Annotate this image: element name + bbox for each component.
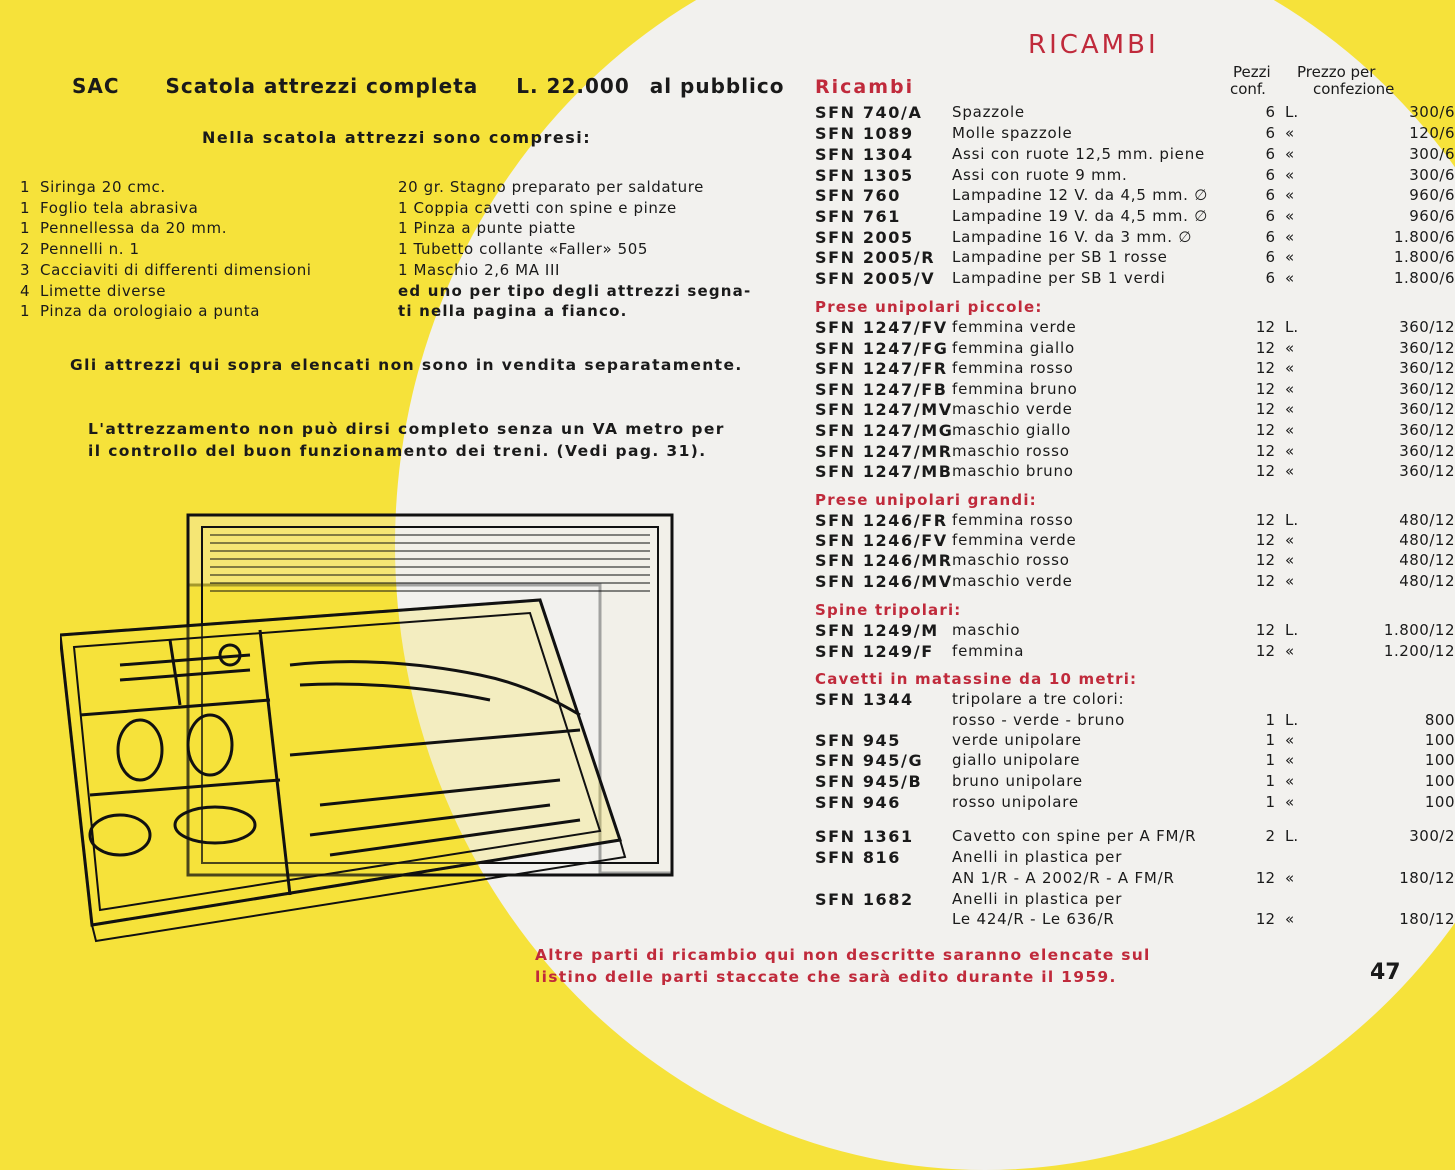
- part-code: SFN 946: [815, 793, 902, 812]
- part-description: rosso unipolare: [952, 793, 1079, 811]
- part-description: verde unipolare: [952, 731, 1082, 749]
- part-currency: «: [1285, 248, 1295, 266]
- part-row: [815, 890, 1455, 910]
- part-price: 1.200/12: [1383, 642, 1455, 660]
- col-prezzo-line2: confezione: [1313, 80, 1395, 98]
- part-row: [815, 103, 1455, 123]
- part-pieces: 6: [1265, 248, 1275, 266]
- product-price: L. 22.000: [516, 74, 630, 98]
- part-pieces: 6: [1265, 166, 1275, 184]
- part-price: 300/6: [1409, 103, 1455, 121]
- part-code: SFN 2005: [815, 228, 914, 247]
- part-pieces: 12: [1255, 642, 1275, 660]
- not-for-sale-note: Gli attrezzi qui sopra elencati non sono in vendita separatamente.: [70, 356, 743, 374]
- part-currency: L.: [1285, 827, 1299, 845]
- part-pieces: 1: [1265, 751, 1275, 769]
- part-description: Lampadine 16 V. da 3 mm. ∅: [952, 228, 1193, 246]
- part-code: SFN 1249/F: [815, 642, 934, 661]
- part-row: [815, 380, 1455, 400]
- part-price: 300/6: [1409, 166, 1455, 184]
- part-row: [815, 318, 1455, 338]
- part-code: SFN 740/A: [815, 103, 923, 122]
- parts-list: [815, 0, 1455, 1000]
- part-currency: «: [1285, 421, 1295, 439]
- part-description: AN 1/R - A 2002/R - A FM/R: [952, 869, 1175, 887]
- part-currency: «: [1285, 869, 1295, 887]
- part-pieces: 6: [1265, 207, 1275, 225]
- part-currency: «: [1285, 462, 1295, 480]
- part-description: Anelli in plastica per: [952, 848, 1123, 866]
- part-pieces: 12: [1255, 869, 1275, 887]
- list-item: 2 Pennelli n. 1: [20, 240, 140, 259]
- part-price: 1.800/6: [1393, 248, 1455, 266]
- part-code: SFN 1247/FB: [815, 380, 948, 399]
- part-description: Assi con ruote 12,5 mm. piene: [952, 145, 1206, 163]
- part-row: [815, 145, 1455, 165]
- price-suffix: al pubblico: [649, 74, 785, 98]
- part-currency: «: [1285, 551, 1295, 569]
- part-row: [815, 124, 1455, 144]
- part-price: 360/12: [1399, 462, 1455, 480]
- part-code: SFN 2005/R: [815, 248, 936, 267]
- part-pieces: 1: [1265, 772, 1275, 790]
- part-price: 1.800/6: [1393, 228, 1455, 246]
- list-item: 1 Foglio tela abrasiva: [20, 198, 199, 217]
- part-description: femmina rosso: [952, 359, 1074, 377]
- part-description: femmina verde: [952, 531, 1077, 549]
- part-currency: L.: [1285, 511, 1299, 529]
- part-pieces: 6: [1265, 103, 1275, 121]
- part-price: 360/12: [1399, 339, 1455, 357]
- part-pieces: 12: [1255, 339, 1275, 357]
- section-heading: Spine tripolari:: [815, 601, 962, 619]
- part-row: [815, 421, 1455, 441]
- part-price: 480/12: [1399, 531, 1455, 549]
- part-pieces: 12: [1255, 572, 1275, 590]
- list-item: 1 Pinza a punte piatte: [398, 219, 576, 238]
- contents-subheading: Nella scatola attrezzi sono compresi:: [202, 128, 592, 147]
- part-price: 360/12: [1399, 421, 1455, 439]
- part-price: 480/12: [1399, 551, 1455, 569]
- part-row: [815, 572, 1455, 592]
- part-pieces: 12: [1255, 511, 1275, 529]
- part-price: 100: [1424, 751, 1455, 769]
- part-pieces: 12: [1255, 462, 1275, 480]
- part-currency: «: [1285, 228, 1295, 246]
- list-item: 1 Pennellessa da 20 mm.: [20, 219, 228, 238]
- part-price: 100: [1424, 731, 1455, 749]
- part-row: [815, 531, 1455, 551]
- part-currency: «: [1285, 339, 1295, 357]
- list-item: 1 Maschio 2,6 MA III: [398, 260, 560, 279]
- part-row: [815, 166, 1455, 186]
- part-currency: «: [1285, 910, 1295, 928]
- part-currency: «: [1285, 751, 1295, 769]
- part-row: [815, 462, 1455, 482]
- part-row: [815, 869, 1455, 889]
- section-heading: Ricambi: [815, 76, 915, 98]
- part-currency: «: [1285, 145, 1295, 163]
- part-price: 180/12: [1399, 910, 1455, 928]
- part-currency: «: [1285, 166, 1295, 184]
- part-pieces: 12: [1255, 421, 1275, 439]
- part-description: Cavetto con spine per A FM/R: [952, 827, 1197, 845]
- part-row: [815, 793, 1455, 813]
- part-code: SFN 1246/MV: [815, 572, 953, 591]
- part-pieces: 12: [1255, 910, 1275, 928]
- list-item: 1 Coppia cavetti con spine e pinze: [398, 198, 677, 217]
- part-code: SFN 1249/M: [815, 621, 939, 640]
- part-currency: L.: [1285, 318, 1299, 336]
- part-row: [815, 551, 1455, 571]
- part-currency: «: [1285, 186, 1295, 204]
- part-price: 1.800/12: [1383, 621, 1455, 639]
- part-row: [815, 690, 1455, 710]
- part-pieces: 6: [1265, 269, 1275, 287]
- page-number: 47: [1370, 960, 1401, 985]
- part-currency: «: [1285, 380, 1295, 398]
- part-row: [815, 711, 1455, 731]
- part-code: SFN 1246/MR: [815, 551, 953, 570]
- part-row: [815, 511, 1455, 531]
- part-description: maschio giallo: [952, 421, 1072, 439]
- part-description: femmina verde: [952, 318, 1077, 336]
- part-currency: «: [1285, 793, 1295, 811]
- part-description: bruno unipolare: [952, 772, 1083, 790]
- col-prezzo-line1: Prezzo per: [1297, 63, 1376, 81]
- part-price: 960/6: [1409, 186, 1455, 204]
- part-description: femmina: [952, 642, 1025, 660]
- part-price: 360/12: [1399, 400, 1455, 418]
- part-code: SFN 1247/FR: [815, 359, 948, 378]
- list-item: 3 Cacciaviti di differenti dimensioni: [20, 260, 312, 279]
- product-header: [72, 74, 785, 98]
- part-price: 300/6: [1409, 145, 1455, 163]
- part-price: 100: [1424, 772, 1455, 790]
- part-code: SFN 1304: [815, 145, 914, 164]
- part-code: SFN 945: [815, 731, 902, 750]
- part-code: SFN 1247/FG: [815, 339, 949, 358]
- part-description: Le 424/R - Le 636/R: [952, 910, 1115, 928]
- part-pieces: 12: [1255, 400, 1275, 418]
- part-code: SFN 1247/MG: [815, 421, 954, 440]
- part-row: [815, 207, 1455, 227]
- part-code: SFN 945/B: [815, 772, 923, 791]
- part-description: maschio verde: [952, 400, 1073, 418]
- part-pieces: 1: [1265, 793, 1275, 811]
- part-price: 360/12: [1399, 359, 1455, 377]
- part-pieces: 12: [1255, 531, 1275, 549]
- part-description: Lampadine 19 V. da 4,5 mm. ∅: [952, 207, 1209, 225]
- list-item: 1 Pinza da orologiaio a punta: [20, 302, 261, 321]
- part-code: SFN 761: [815, 207, 902, 226]
- part-row: [815, 827, 1455, 847]
- part-row: [815, 621, 1455, 641]
- part-price: 120/6: [1409, 124, 1455, 142]
- part-description: maschio bruno: [952, 462, 1074, 480]
- part-pieces: 12: [1255, 442, 1275, 460]
- part-code: SFN 1305: [815, 166, 914, 185]
- part-pieces: 12: [1255, 551, 1275, 569]
- footer-note: Altre parti di ricambio qui non descritte saranno elencate sul listino delle parti staccate che sarà edito durante il 1959.: [535, 946, 1151, 986]
- part-row: [815, 400, 1455, 420]
- part-description: Lampadine per SB 1 rosse: [952, 248, 1168, 266]
- part-price: 180/12: [1399, 869, 1455, 887]
- list-note: ti nella pagina a fianco.: [398, 302, 628, 321]
- col-pezzi-line1: Pezzi: [1233, 63, 1271, 81]
- part-row: [815, 359, 1455, 379]
- part-currency: «: [1285, 772, 1295, 790]
- part-description: maschio verde: [952, 572, 1073, 590]
- part-description: giallo unipolare: [952, 751, 1081, 769]
- part-currency: L.: [1285, 103, 1299, 121]
- part-description: Molle spazzole: [952, 124, 1073, 142]
- part-pieces: 12: [1255, 621, 1275, 639]
- part-pieces: 6: [1265, 186, 1275, 204]
- part-code: SFN 1246/FV: [815, 531, 948, 550]
- part-row: [815, 248, 1455, 268]
- part-price: 360/12: [1399, 318, 1455, 336]
- part-currency: «: [1285, 731, 1295, 749]
- part-price: 360/12: [1399, 442, 1455, 460]
- list-item: 4 Limette diverse: [20, 281, 167, 300]
- part-code: SFN 1682: [815, 890, 914, 909]
- part-description: maschio rosso: [952, 551, 1070, 569]
- part-code: SFN 1247/MB: [815, 462, 953, 481]
- va-meter-note: L'attrezzamento non può dirsi completo senza un VA metro per il controllo del buon funzionamento dei treni. (Vedi pag. 31).: [88, 420, 725, 460]
- part-row: [815, 269, 1455, 289]
- part-row: [815, 910, 1455, 930]
- part-currency: L.: [1285, 711, 1299, 729]
- part-description: femmina bruno: [952, 380, 1078, 398]
- part-code: SFN 760: [815, 186, 902, 205]
- col-pezzi-line2: conf.: [1230, 80, 1266, 98]
- part-code: SFN 1247/MV: [815, 400, 953, 419]
- part-currency: «: [1285, 400, 1295, 418]
- part-currency: «: [1285, 442, 1295, 460]
- part-pieces: 1: [1265, 731, 1275, 749]
- part-row: [815, 731, 1455, 751]
- list-item: 1 Siringa 20 cmc.: [20, 178, 166, 196]
- list-item: 20 gr. Stagno preparato per saldature: [398, 178, 704, 196]
- part-description: femmina rosso: [952, 511, 1074, 529]
- section-heading: Prese unipolari grandi:: [815, 491, 1037, 509]
- part-description: Anelli in plastica per: [952, 890, 1123, 908]
- part-pieces: 12: [1255, 318, 1275, 336]
- part-price: 960/6: [1409, 207, 1455, 225]
- toolbox-illustration: [60, 505, 680, 945]
- part-currency: «: [1285, 359, 1295, 377]
- part-description: rosso - verde - bruno: [952, 711, 1126, 729]
- part-pieces: 12: [1255, 359, 1275, 377]
- part-description: tripolare a tre colori:: [952, 690, 1125, 708]
- part-price: 300/2: [1409, 827, 1455, 845]
- page-title: RICAMBI: [1028, 30, 1159, 60]
- part-price: 480/12: [1399, 511, 1455, 529]
- part-row: [815, 228, 1455, 248]
- part-row: [815, 442, 1455, 462]
- part-code: SFN 1089: [815, 124, 914, 143]
- part-currency: «: [1285, 531, 1295, 549]
- part-pieces: 6: [1265, 145, 1275, 163]
- part-description: femmina giallo: [952, 339, 1075, 357]
- part-code: SFN 1246/FR: [815, 511, 948, 530]
- part-row: [815, 772, 1455, 792]
- part-currency: «: [1285, 642, 1295, 660]
- part-currency: «: [1285, 572, 1295, 590]
- part-currency: L.: [1285, 621, 1299, 639]
- part-price: 1.800/6: [1393, 269, 1455, 287]
- part-description: Lampadine per SB 1 verdi: [952, 269, 1166, 287]
- part-code: SFN 945/G: [815, 751, 924, 770]
- part-description: maschio rosso: [952, 442, 1070, 460]
- part-row: [815, 339, 1455, 359]
- part-price: 360/12: [1399, 380, 1455, 398]
- part-description: Assi con ruote 9 mm.: [952, 166, 1128, 184]
- part-row: [815, 186, 1455, 206]
- part-description: Lampadine 12 V. da 4,5 mm. ∅: [952, 186, 1209, 204]
- part-code: SFN 1361: [815, 827, 914, 846]
- part-row: [815, 751, 1455, 771]
- product-name: Scatola attrezzi completa: [165, 74, 479, 98]
- part-code: SFN 2005/V: [815, 269, 936, 288]
- part-code: SFN 1247/MR: [815, 442, 953, 461]
- part-pieces: 2: [1265, 827, 1275, 845]
- section-heading: Cavetti in matassine da 10 metri:: [815, 670, 1138, 688]
- part-price: 100: [1424, 793, 1455, 811]
- part-pieces: 6: [1265, 124, 1275, 142]
- part-price: 480/12: [1399, 572, 1455, 590]
- part-description: Spazzole: [952, 103, 1025, 121]
- part-pieces: 6: [1265, 228, 1275, 246]
- list-note: ed uno per tipo degli attrezzi segna-: [398, 281, 752, 300]
- product-code: SAC: [72, 74, 120, 98]
- part-row: [815, 848, 1455, 868]
- part-code: SFN 1247/FV: [815, 318, 948, 337]
- part-currency: «: [1285, 269, 1295, 287]
- section-heading: Prese unipolari piccole:: [815, 298, 1043, 316]
- part-currency: «: [1285, 124, 1295, 142]
- part-pieces: 1: [1265, 711, 1275, 729]
- part-currency: «: [1285, 207, 1295, 225]
- list-item: 1 Tubetto collante «Faller» 505: [398, 240, 649, 259]
- part-price: 800: [1424, 711, 1455, 729]
- part-code: SFN 1344: [815, 690, 914, 709]
- part-description: maschio: [952, 621, 1021, 639]
- contents-list-right: [398, 177, 751, 322]
- part-code: SFN 816: [815, 848, 902, 867]
- contents-list-left: [20, 177, 312, 322]
- part-pieces: 12: [1255, 380, 1275, 398]
- part-row: [815, 642, 1455, 662]
